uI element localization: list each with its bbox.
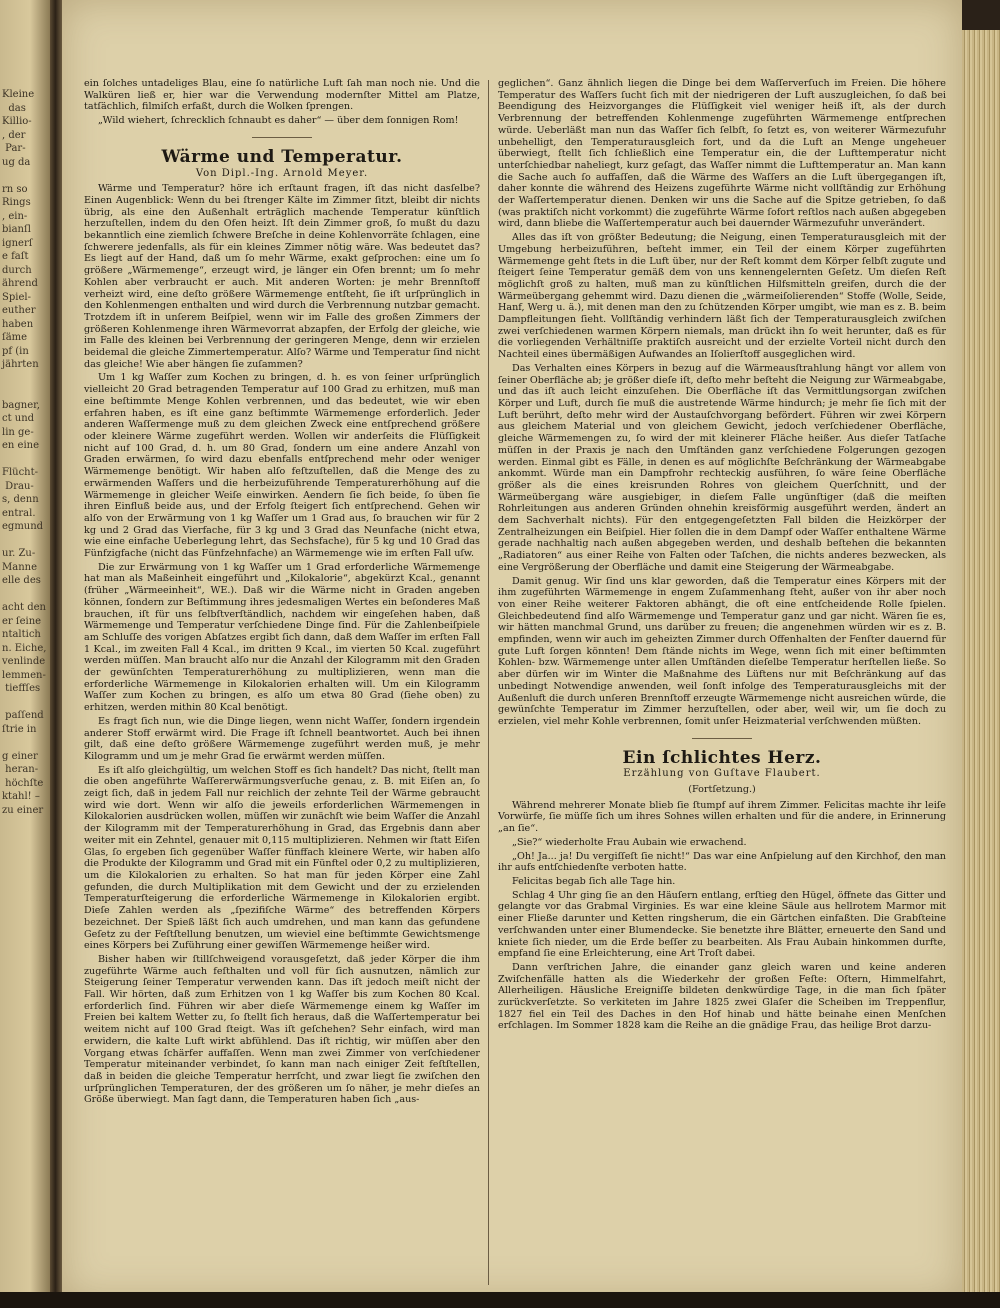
section-separator [692,738,752,739]
story-byline: Erzählung von Guſtave Flaubert. [623,768,821,780]
column-right [498,78,946,1293]
article-paragraph: Die zur Erwärmung von 1 kg Waſſer um 1 Grad erforderliche Wärmemenge hat man als Maßeinheit eingeführt und „Kilokalorie“, abgekürzt Kcal., genannt (früher „Wärmeeinheit“, WE.). Daß wir die Wärme nicht in Graden angeben können, ſondern zur Beſtimmung ihres jedesmaligen Wertes ein beſonderes Maß brauchen, iſt für uns ſelbſtverſtändlich, nachdem wir eingeſehen haben, daß Wärmemenge und Temperatur verſchiedene Dinge ſind. Für die Zahlenbeiſpiele am Schluſſe des vorigen Abſatzes ergibt ſich dann, daß dem Waſſer im erſten Fall 1 Kcal., im zweiten Fall 4 Kcal., im dritten 9 Kcal., im vierten 50 Kcal. zugeführt werden müſſen. Man braucht alſo nur die Anzahl der Kilogramm mit den Graden der gewünſchten Temperaturerhöhung zu multiplizieren, wenn man die erforderliche Wärmemenge in Kilokalorien erhalten will. Um ein Kilogramm Waſſer zum Kochen zu bringen, es alſo um etwa 80 Grad (ſiehe oben) zu erhitzen, werden mithin 80 Kcal benötigt. [84,561,480,714]
article-paragraph: geglichen“. Ganz ähnlich liegen die Dinge bei dem Waſſerverſuch im Freien. Die höhere Temperatur des Waſſers ſucht ſich mit der niedrigeren der Luft auszugleichen, ſo daß bei Beendigung des Heizvorganges die Flüſſigkeit viel weniger heiß iſt, als der durch Verbrennung der betreffenden Kohlenmenge zugeführten Wärmemenge entſprechen würde. Ueberläßt man nun das Waſſer ſich ſelbſt, ſo ſetzt es, von weiterer Wärmezufuhr unbehelligt, den Temperaturausgleich fort, und da die Luft an Menge ungeheuer überwiegt, ſtellt ſich ſchließlich eine Temperatur ein, die der Lufttemperatur nicht unterſchiedbar naheliegt, kurz geſagt, das Waſſer nimmt die Lufttemperatur an. Man kann die Sache auch ſo auffaſſen, daß die Wärme des Waſſers an die Luft übergegangen iſt, daher konnte die während des Heizens zugeführte Wärme nicht vollſtändig zur Erhöhung der Waſſertemperatur dienen. Denken wir uns die Sache auf die Spitze getrieben, ſo daß (was praktiſch nicht vorkommt) die zugeführte Wärme ſofort reſtlos nach außen abgegeben wird, dann bliebe die Waſſertemperatur auch bei dauernder Wärmezufuhr unverändert. [498,78,946,230]
story-paragraph: Schlag 4 Uhr ging ſie an den Häuſern entlang, erſtieg den Hügel, öffnete das Gitter und gelangte vor das Grabmal Virginies. Es war eine kleine Säule aus hellrotem Marmor mit einer Fließe darunter und Ketten ringsherum, die ein Gärtchen einfaßten. Die Grabſteine verſchwanden unter einer Blumendecke. Sie benetzte ihre Blätter, erneuerte den Sand und kniete ſich nieder, um die Erde beſſer zu bearbeiten. Als Frau Aubain hinkommen durfte, empfand ſie eine Erleichterung, eine Art Troſt dabei. [498,889,946,960]
left-page-edge [0,0,50,1300]
intro-paragraph: „Wild wiehert, ſchrecklich ſchnaubt es daher“ — über dem ſonnigen Rom! [98,115,459,127]
intro-paragraph: ein ſolches untadeliges Blau, eine ſo natürliche Luft ſah man noch nie. Und die Walküren ließ er, hier war die Verwendung modernſter Mittel am Platze, tatſächlich, filmiſch erfaßt, durch die Wolken ſprengen. [84,78,480,113]
story-paragraph: Dann verſtrichen Jahre, die einander ganz gleich waren und keine anderen Zwiſchenfälle hatten als die Wiederkehr der großen Feſte: Oſtern, Himmelfahrt, Allerheiligen. Häusliche Ereigniſſe bildeten denkwürdige Tage, in die man ſich ſpäter zurückverſetzte. So verkiteten im Jahre 1825 zwei Glaſer die Scheiben im Treppenflur, 1827 fiel ein Teil des Daches in den Hof hinab und hätte beinahe einen Menſchen erſchlagen. Im Sommer 1828 kam die Reihe an die gnädige Frau, das heilige Brot darzu- [498,961,946,1032]
story-paragraph: „Sie?“ wiederholte Frau Aubain wie erwachend. [512,836,747,848]
story-paragraph: Während mehrerer Monate blieb ſie ſtumpf auf ihrem Zimmer. Felicitas machte ihr leiſe Vorwürfe, ſie müſſe ſich um ihres Sohnes willen erhalten und für die andere, in Erinnerung „an ſie“. [498,799,946,835]
article-paragraph: Das Verhalten eines Körpers in bezug auf die Wärmeausſtrahlung hängt vor allem von ſeiner Oberfläche ab; je größer dieſe iſt, deſto mehr beſteht die Neigung zur Wärmeabgabe, und das iſt auch leicht einzuſehen. Die Oberfläche iſt das Vermittlungsorgan zwiſchen Körper und Luft, durch ſie muß die austretende Wärme hindurch; je mehr ſie ſich mit der Luft berührt, deſto mehr wird der Austauſchvorgang befördert. Führen wir zwei Körpern aus gleichem Material und von gleichem Gewicht, jedoch verſchiedener Oberfläche, gleiche Wärmemengen zu, ſo wird der mit kleinerer Fläche heißer. Aus dieſer Tatſache müſſen in der Praxis je nach den Umſtänden ganz verſchiedene Folgerungen gezogen werden. Einmal gibt es Fälle, in denen es auf möglichſte Beſchränkung der Wärmeabgabe ankommt. Würde man ein Dampfrohr rechteckig ausführen, ſo wäre ſeine Oberfläche größer als die eines kreisrunden Rohres von gleichem Querſchnitt, und der Wärmeübergang wäre ausgiebiger, in dieſem Falle ungünſtiger (daß die meiſten Rohrleitungen aus anderen Gründen ohnehin kreisförmig ausgeführt werden, ändert an dem Sachverhalt nichts). Für den entgegengeſetzten Fall bilden die Heizkörper der Zentralheizungen ein Beiſpiel. Hier ſollen die in dem Dampf oder Waſſer enthaltene Wärme gerade nachhaltig nach außen abgegeben werden, und deshalb beſtehen die bekannten „Radiatoren“ aus einer Reihe von Falten oder Taſchen, die nichts anderes bezwecken, als eine Vergrößerung der Oberfläche und damit eine Steigerung der Wärmeabgabe. [498,362,946,573]
article-byline: Von Dipl.-Ing. Arnold Meyer. [195,167,369,179]
article-paragraph: Es iſt alſo gleichgültig, um welchen Stoff es ſich handelt? Das nicht, ſtellt man die oben angeführte Waſſererwärmungsverſuche genau, z. B. mit Eiſen an, ſo zeigt ſich, daß in jedem Fall nur reichlich der zehnte Teil der Wärme gebraucht wird wie dort. Wenn wir alſo die jeweils erforderlichen Wärmemengen in Kilokalorien ausdrücken wollen, müſſen wir zunächſt wie beim Waſſer die Anzahl der Kilogramm mit der Temperaturerhöhung in Grad, das Ergebnis dann aber weiter mit ein Zehntel, genauer mit 0,115 multiplizieren. Nehmen wir ſtatt Eiſen Glas, ſo ergeben ſich gegenüber Waſſer fünffach kleinere Werte, wir haben alſo die Produkte der Kilogramm und Grad mit ein Fünftel oder 0,2 zu multiplizieren, um die Kilokalorien zu erhalten. So hat man für jeden Körper eine Zahl gefunden, die durch Multiplikation mit dem Gewicht und der zu erzielenden Temperaturſteigerung die erforderliche Wärmemenge in Kilokalorien ergibt. Dieſe Zahlen werden als „ſpezifiſche Wärme“ des betreffenden Körpers bezeichnet. Der Spieß läßt ſich auch umdrehen, und man kann das gefundene Geſetz zu der Feſtſtellung benutzen, um wieviel eine beſtimmte Gewichtsmenge eines Körpers bei Zuführung einer gewiſſen Wärmemenge heißer wird. [84,764,480,952]
section-separator [252,137,312,138]
article-paragraph: Um 1 kg Waſſer zum Kochen zu bringen, d. h. es von ſeiner urſprünglich vielleicht 20 Grad betragenden Temperatur auf 100 Grad zu erhitzen, muß man eine beſtimmte Menge Kohlen verbrennen, und das bedeutet, wie wir eben erfahren haben, es iſt eine ganz beſtimmte Wärmemenge erforderlich. Jeder anderen Waſſermenge muß zu dem gleichen Zweck eine entſprechend größere oder kleinere Wärme zugeführt werden. Wollen wir anderſeits die Flüſſigkeit nicht auf 100 Grad, d. h. um 80 Grad, ſondern um eine andere Anzahl von Graden erwärmen, ſo wird dazu ebenfalls entſprechend mehr oder weniger Wärmemenge benötigt. Wir haben alſo feſtzuſtellen, daß die Menge des zu erwärmenden Waſſers und die herbeizuführende Temperaturerhöhung auf die Wärmemenge in gleicher Weiſe einwirken. Aendern ſie ſich beide, ſo üben ſie ihren Einfluß beide aus, und der Erfolg ſteigert ſich entſprechend. Gehen wir alſo von der Erwärmung von 1 kg Waſſer um 1 Grad aus, ſo brauchen wir für 2 kg und 2 Grad das Vierfache, für 3 kg und 3 Grad das Neunfache (nicht etwa, wie eine einfache Ueberlegung lehrt, das Sechsfache), für 5 kg und 10 Grad das Fünfzigfache (nicht das Fünfzehnfache) an Wärmemenge wie im erſten Fall uſw. [84,372,480,560]
page-stack-edge [962,30,1000,1300]
story-paragraph: Felicitas begab ſich alle Tage hin. [512,876,676,887]
article-paragraph: Bisher haben wir ſtillſchweigend vorausgeſetzt, daß jeder Körper die ihm zugeführte Wärme auch feſthalten und voll für ſich ausnutzen, nämlich zur Steigerung ſeiner Temperatur verwenden kann. Das iſt jedoch meiſt nicht der Fall. Wir hörten, daß zum Erhitzen von 1 kg Waſſer bis zum Kochen 80 Kcal. erforderlich ſind. Führen wir aber dieſe Wärmemenge einem kg Waſſer im Freien bei kaltem Wetter zu, ſo ſtellt ſich heraus, daß die Waſſertemperatur bei weitem nicht auf 100 Grad ſteigt. Was iſt geſchehen? Sehr einfach, wird man erwidern, die kalte Luft wirkt abfühlend. Das iſt richtig, wir müſſen aber den Vorgang etwas ſchärfer auffaſſen. Wenn man zwei Zimmer von verſchiedener Temperatur miteinander verbindet, ſo kann man nach einiger Zeit feſtſtellen, daß in beiden die gleiche Temperatur herrſcht, und zwar liegt ſie zwiſchen den urſprünglichen Temperaturen, der des größeren um ſo näher, je mehr dieſes an Größe überwiegt. Man ſagt dann, die Temperaturen haben ſich „aus- [84,953,480,1106]
column-left [84,78,480,1288]
article-title: Wärme und Temperatur. [161,146,403,167]
newspaper-page [62,0,962,1300]
column-divider [488,80,489,1285]
article-paragraph: Wärme und Temperatur? höre ich erſtaunt fragen, iſt das nicht dasſelbe? Einen Augenblick: Wenn du bei ſtrenger Kälte im Zimmer ſitzt, bleibt dir nichts übrig, als eine den Außenhalt erträglich machende Temperatur künſtlich herzuſtellen, indem du den Ofen heizt. Iſt dein Zimmer groß, ſo mußt du dazu bekanntlich eine ziemlich ſchwere Breſche in deine Kohlenvorräte ſchlagen, eine ſchwerere jedenfalls, als für ein kleines Zimmer nötig wäre. Was bedeutet das? Es liegt auf der Hand, daß um ſo mehr Wärme, exakt geſprochen: eine um ſo größere „Wärmemenge“, erzeugt wird, je länger ein Ofen brennt; um ſo mehr Kohlen aber verbraucht er auch. Mit anderen Worten: je mehr Brennſtoff verheizt wird, eine deſto größere Wärmemenge entſteht, ſie iſt urſprünglich in den Kohlenmengen enthalten und wird durch die Verbrennung nutzbar gemacht. Trotzdem iſt in unſerem Beiſpiel, wenn wir im Falle des großen Zimmers der größeren Kohlenmenge ihren Wärmevorrat abzapfen, der Erfolg der gleiche, wie im Falle des kleinen bei Verbrennung der geringeren Menge, denn wir erzielen beidemal die gleiche Zimmertemperatur. Alſo? Wärme und Temperatur ſind nicht das gleiche! Wie aber hängen ſie zuſammen? [84,183,480,370]
article-paragraph: Es fragt ſich nun, wie die Dinge liegen, wenn nicht Waſſer, ſondern irgendein anderer Stoff erwärmt wird. Die Frage iſt ſchnell beantwortet. Auch bei ihnen gilt, daß eine deſto größere Wärmemenge zugeführt werden muß, je mehr Kilogramm und um je mehr Grad ſie erwärmt werden müſſen. [84,715,480,762]
left-page-text-fragment: Kleine das Killio- , der Par- ug da rn so Rings , ein- bianſl ignerſ e faſt durch ährend Spiel- euther haben ſäme pf (in jährten bagner, ct und lin ge- en eine Flücht- Drau- s, denn entral. egmund ur. Zu- Manne elle des acht den er ſeine ntaltich n. Eiche, venlinde lemmen- tieffſes paſſend ſtrie in g einer heran- höchſte ktahl! – zu einer [2,89,47,816]
story-title: Ein ſchlichtes Herz. [622,747,822,768]
book-gutter [50,0,62,1308]
story-paragraph: „Oh! Ja... ja! Du vergiſſeſt ſie nicht!“ Das war eine Anſpielung auf den Kirchhof, den man ihr aufs entſchiedenſte verboten hatte. [498,850,946,874]
story-continuation-note: (Fortſetzung.) [688,784,756,796]
article-paragraph: Damit genug. Wir ſind uns klar geworden, daß die Temperatur eines Körpers mit der ihm zugeführten Wärmemenge in engem Zuſammenhang ſteht, außer von ihr aber noch von einer Reihe weiterer Faktoren abhängt, die oft eine entſcheidende Rolle ſpielen. Gleichbedeutend ſind alſo Wärmemenge und Temperatur ganz und gar nicht. Wären ſie es, wir hätten manchmal Grund, uns darüber zu freuen; die angenehmen würden wir es z. B. empfinden, wenn wir auch im geheizten Zimmer durch Offenhalten der Fenſter dauernd für gute Luft ſorgen könnten! Dem ſtände nichts im Wege, wenn ſich mit einer beſtimmten Kohlen- bzw. Wärmemenge unter allen Umſtänden dieſelbe Temperatur herſtellen ließe. So aber dürfen wir im Winter die Maßnahme des Lüftens nur mit Beſchränkung auf das unbedingt Notwendige anwenden, weil ſonſt infolge des Temperaturausgleichs mit der Außenluft die durch unſeren Brennſtoff erzeugte Wärmemenge nicht ausreichen würde, die gewünſchte Temperatur im Zimmer herzuſtellen, oder aber, weil wir, um ſie doch zu erzielen, viel mehr Kohle verbrennen, ſomit unſer Heizmaterial verſchwenden müßten. [498,575,946,727]
article-paragraph: Alles das iſt von größter Bedeutung; die Neigung, einen Temperaturausgleich mit der Umgebung herbeizuführen, beſteht immer, ein Teil der einem Körper zugeführten Wärmemenge geht ſtets in die Luft über, nur der Reſt kommt dem Körper ſelbſt zugute und ſteigert ſeine Temperatur gemäß dem von uns kennengelernten Geſetz. Um dieſen Reſt möglichſt groß zu halten, muß man zu künſtlichen Hilfsmitteln greifen, durch die der Wärmeübergang gehemmt wird. Dazu dienen die „wärmeiſolierenden“ Stoffe (Wolle, Seide, Hanf, Werg u. ä.), mit denen man den zu ſchützenden Körper umgibt, wie man es z. B. beim Dampfleitungen ſieht. Vollſtändig verhindern läßt ſich der Temperaturausgleich zwiſchen zwei verſchiedenen warmen Körpern niemals, man drückt ihn ſo weit herunter, daß es für die vorliegenden Verhältniſſe praktiſch ausreicht und der erzielte Vorteil nicht durch den Nachteil eines übermäßigen Aufwandes an Iſolierſtoff ausgeglichen wird. [498,232,946,361]
book-bottom-edge [0,1292,1000,1308]
